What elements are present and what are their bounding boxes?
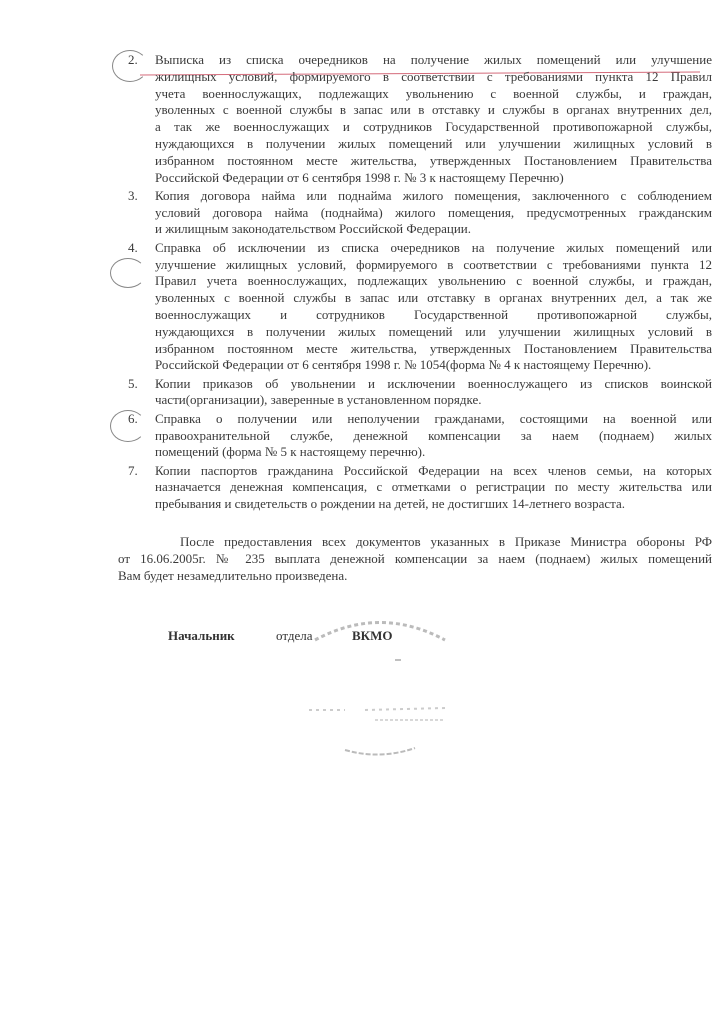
text-line: нуждающихся в получении жилых помещений или улучшении жилищных условий в	[155, 323, 712, 339]
text-line: Российской Федерации от 6 сентября 1998 г. № 3 к настоящему Перечню)	[155, 169, 564, 185]
text-line: Российской Федерации от 6 сентября 1998 г. № 1054(форма № 4 к настоящему Перечню).	[155, 357, 652, 373]
text-line: нуждающихся в получении жилых помещений или улучшении жилищных условий в	[155, 135, 712, 151]
list-item-number: 7.	[128, 462, 138, 478]
list-item-number: 4.	[128, 239, 138, 255]
list-item	[118, 463, 712, 513]
text-line: учета военнослужащих, подлежащих увольнению с военной службы, и граждан,	[155, 85, 712, 101]
faded-stamp	[305, 610, 455, 760]
text-line: правоохранительной службе, денежной компенсации за наем (поднаем) жилых	[155, 427, 712, 443]
text-line: Справка об исключении из списка очередников на получение жилых помещений или	[155, 239, 712, 255]
list-item	[118, 411, 712, 461]
text-line: Вам будет незамедлительно произведена.	[118, 567, 348, 583]
text-line: и жилищным законодательством Российской Федерации.	[155, 221, 472, 237]
closing-paragraph	[118, 534, 712, 584]
text-line: уволенных с военной службы в запас или отставку в органах внутренних дел, а так же	[155, 290, 712, 306]
text-line: избранном постоянном месте жительства, утвержденных Постановлением Правительства	[155, 152, 712, 168]
text-line: части(организации), заверенные в установленном порядке.	[155, 392, 482, 408]
list-item-number: 6.	[128, 410, 138, 426]
text-line: Копия договора найма или поднайма жилого помещения, заключенного с соблюдением	[155, 187, 712, 203]
text-line: Справка о получении или неполучении гражданами, состоящими на военной или	[155, 410, 712, 426]
text-line: а так же военнослужащих и сотрудников Государственной противопожарной службы,	[155, 119, 712, 135]
text-line: уволенных с военной службы в запас или в отставку и службы в органах внутренних дел,	[155, 102, 712, 118]
text-line: помещений (форма № 5 к настоящему перечню).	[155, 444, 426, 460]
list-item-number: 5.	[128, 375, 138, 391]
list-item-number: 2.	[128, 52, 138, 67]
signature-title: Начальник	[168, 628, 235, 643]
text-line: избранном постоянном месте жительства, утвержденных Постановлением Правительства	[155, 340, 712, 356]
text-line: условий договора найма (поднайма) жилого помещения, предусмотренных гражданским	[155, 204, 712, 220]
text-line: После предоставления всех документов указанных в Приказе Министра обороны РФ	[180, 534, 712, 549]
signature-org: ВКМО	[352, 628, 393, 643]
text-line: Копии приказов об увольнении и исключении военнослужащего из списков воинской	[155, 375, 712, 391]
list-item	[118, 188, 712, 238]
text-line: назначается денежная компенсация, с отметками о регистрации по месту жительства или	[155, 479, 712, 495]
text-line: от 16.06.2005г. № 235 выплата денежной компенсации за наем (поднаем) жилых помещений	[118, 550, 712, 566]
list-item	[118, 376, 712, 410]
text-line: военнослужащих и сотрудников Государственной противопожарной службы,	[155, 306, 712, 322]
list-item-number: 3.	[128, 187, 138, 203]
text-line: жилищных условий, формируемого в соответствии с требованиями пункта 12 Правил	[155, 68, 712, 84]
text-line: Выписка из списка очередников на получение жилых помещений или улучшение	[155, 52, 712, 67]
list-item	[118, 52, 712, 186]
signature-department: отдела	[276, 628, 313, 643]
text-line: Правил учета военнослужащих, подлежащих увольнению с военной службы, и граждан,	[155, 273, 712, 289]
text-line: Копии паспортов гражданина Российской Федерации на всех членов семьи, на которых	[155, 462, 712, 478]
list-item	[118, 240, 712, 374]
text-line: пребывания и свидетельств о рождении на детей, не достигших 14-летнего возраста.	[155, 496, 626, 512]
text-line: улучшение жилищных условий, формируемого в соответствии с требованиями пункта 12	[155, 256, 712, 272]
